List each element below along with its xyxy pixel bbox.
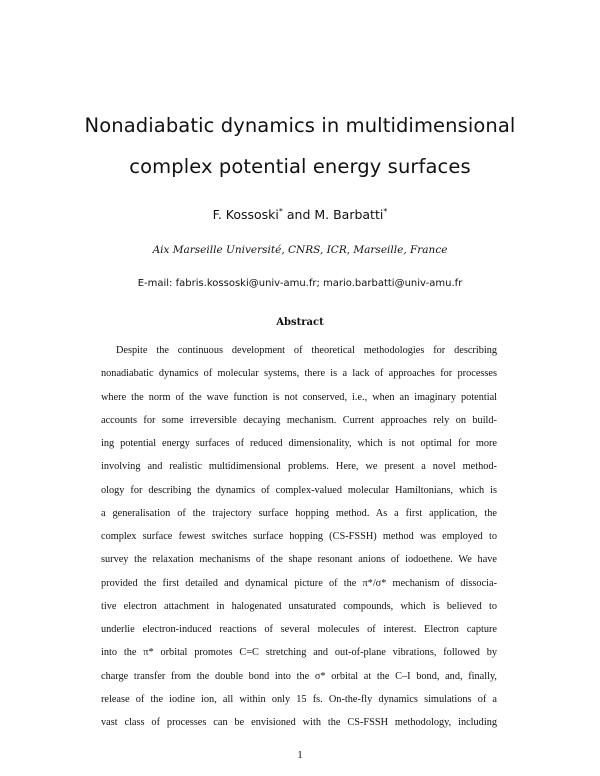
abstract-heading: Abstract [276, 317, 324, 328]
author-mark-2: * [383, 207, 388, 216]
abstract-line: provided the first detailed and dynamical picture of the π*/σ* mechanism of dissocia- [101, 577, 497, 589]
email-line: E-mail: fabris.kossoski@univ-amu.fr; mario.barbatti@univ-amu.fr [137, 278, 463, 289]
abstract-line: complex surface fewest switches surface hopping (CS-FSSH) method was employed to [101, 531, 497, 542]
author-mark-1: * [278, 207, 283, 216]
abstract-line: nonadiabatic dynamics of molecular systems, there is a lack of approaches for processes [101, 368, 497, 380]
abstract-line: release of the iodine ion, all within only 15 fs. On-the-fly dynamics simulations of a [101, 693, 497, 705]
abstract-line: involving and realistic multidimensional problems. Here, we present a novel method- [101, 461, 497, 473]
abstract-line: into the π* orbital promotes C=C stretching and out-of-plane vibrations, followed by [101, 647, 497, 659]
abstract-line: survey the relaxation mechanisms of the shape resonant anions of iodoethene. We have [101, 554, 497, 566]
abstract-line: vast class of processes can be envisioned with the CS-FSSH methodology, including [101, 717, 497, 728]
paper-title-line-1: Nonadiabatic dynamics in multidimensional [84, 114, 516, 137]
abstract-line: tive electron attachment in halogenated unsaturated compounds, which is believed to [101, 600, 497, 612]
abstract-line: a generalisation of the trajectory surface hopping method. As a first application, the [101, 507, 497, 519]
abstract-line: charge transfer from the double bond into the σ* orbital at the C–I bond, and, finally, [101, 670, 497, 682]
abstract-line: underlie electron-induced reactions of several molecules of interest. Electron capture [101, 624, 497, 635]
abstract-line: ology for describing the dynamics of complex-valued molecular Hamiltonians, which is [101, 484, 497, 496]
abstract-line: Despite the continuous development of theoretical methodologies for describing [116, 345, 497, 356]
abstract-line: accounts for some irreversible decaying mechanism. Current approaches rely on build- [101, 414, 497, 426]
page-number: 1 [297, 749, 303, 761]
author-kossoski: F. Kossoski [212, 207, 279, 223]
author-barbatti: M. Barbatti [314, 207, 384, 223]
author-list [40, 207, 560, 222]
author-conjunction: and [282, 207, 315, 223]
affiliation: Aix Marseille Université, CNRS, ICR, Marseille, France [152, 244, 448, 256]
abstract-body [101, 339, 497, 734]
paper-title-line-2: complex potential energy surfaces [129, 155, 471, 178]
abstract-line: ing potential energy surfaces of reduced dimensionality, which is not optimal for more [101, 438, 497, 449]
abstract-line: where the norm of the wave function is not conserved, i.e., when an imaginary potential [101, 391, 497, 403]
